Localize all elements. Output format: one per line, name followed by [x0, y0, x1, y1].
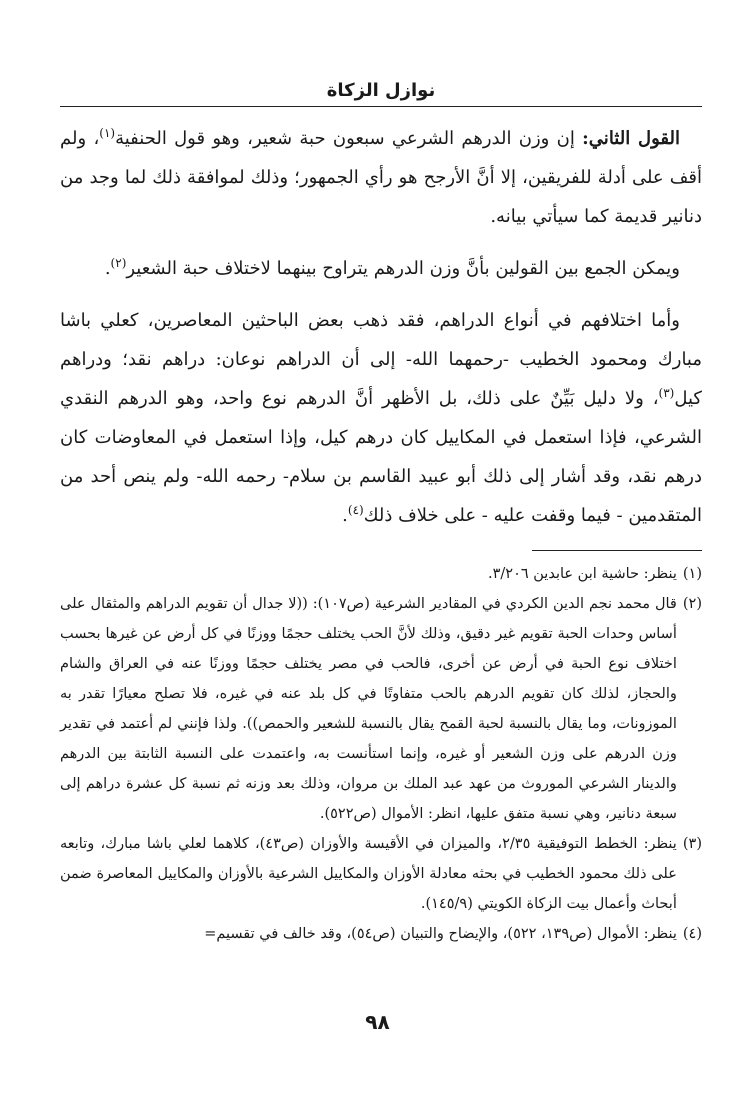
- footnote-ref-2[interactable]: (٢): [110, 256, 127, 270]
- footnote-ref-3[interactable]: (٣): [658, 386, 675, 400]
- footnote-4: [60, 919, 702, 949]
- main-text: [60, 119, 702, 535]
- footnote-3: [60, 829, 702, 919]
- paragraph-2-text-b: .: [104, 258, 111, 279]
- paragraph-2-text-a: ويمكن الجمع بين القولين بأنَّ وزن الدرهم يتراوح بينهما لاختلاف حبة الشعير: [126, 258, 680, 279]
- footnote-number: (١): [682, 566, 702, 582]
- paragraph-2: [60, 249, 702, 288]
- header-rule: [60, 106, 702, 107]
- paragraph-3-text-a: وأما اختلافهم في أنواع الدراهم، فقد ذهب بعض الباحثين المعاصرين، كعلي باشا مبارك ومحمود الخطيب -رحمهما الله- إلى أن الدراهم نوعان: دراهم نقد؛ ودراهم كيل: [60, 310, 702, 409]
- paragraph-3-text-c: .: [342, 505, 348, 526]
- footnote-text: ينظر: الأموال (ص١٣٩، ٥٢٢)، والإيضاح والتبيان (ص٥٤)، وقد خالف في تقسيم=: [204, 926, 677, 942]
- footnote-number: (٢): [682, 596, 702, 612]
- page-number: ٩٨: [365, 1010, 390, 1034]
- footnote-1: [60, 559, 702, 589]
- footnote-ref-4[interactable]: (٤): [347, 503, 364, 517]
- paragraph-1-text-b: ، ولم أقف على أدلة للفريقين، إلا أنَّ الأرجح هو رأي الجمهور؛ وذلك لموافقة ذلك لما وجد من دنانير قديمة كما سيأتي بيانه.: [60, 128, 702, 227]
- paragraph-3: [60, 301, 702, 535]
- paragraph-3-text-b: ، ولا دليل بَيِّنٌ على ذلك، بل الأظهر أنَّ الدرهم نوع واحد، وهو الدرهم النقدي الشرعي، فإذا استعمل في المكاييل كان درهم كيل، وإذا استعمل في المعاوضات كان درهم نقد، وقد أشار إلى ذلك أبو عبيد القاسم بن سلام- رحمه الله- ولم ينص أحد من المتقدمين - فيما وقفت عليه - على خلاف ذلك: [60, 388, 702, 526]
- paragraph-lead: القول الثاني:: [582, 128, 681, 149]
- book-page: [60, 80, 702, 949]
- running-header: نوازل الزكاة: [326, 80, 436, 101]
- footnote-number: (٣): [682, 836, 702, 852]
- paragraph-1: [60, 119, 702, 236]
- paragraph-1-text-a: إن وزن الدرهم الشرعي سبعون حبة شعير، وهو قول الحنفية: [115, 128, 583, 149]
- footnote-separator: [532, 550, 702, 551]
- footnote-text: قال محمد نجم الدين الكردي في المقادير الشرعية (ص١٠٧): ((لا جدال أن تقويم الدراهم والمثقال على أساس وحدات الحبة تقويم غير دقيق، وذلك لأنَّ الحب يختلف حجمًا ووزنًا في كل أرض عن غيرها بحسب اختلاف نوع الحبة في أرض عن أخرى، فالحب في مصر يختلف حجمًا ووزنًا عنه في العراق والشام والحجاز، لذلك كان تقويم الدرهم بالحب متفاوتًا في كل بلد عنه في غيره، فلا تصلح معيارًا تقدر به الموزونات، وما يقال بالنسبة لحبة القمح يقال بالنسبة للشعير والحمص)). ولذا فإنني لم أعتمد في تقدير وزن الدرهم على وزن الشعير أو غيره، وإنما استأنست به، واعتمدت على النسبة الثابتة بين الدرهم والدينار الشرعي الموروث من عهد عبد الملك بن مروان، وذلك بعد وزنه ثم نسبة كل عشرة دراهم إلى سبعة دنانير، وهي نسبة متفق عليها، انظر: الأموال (ص٥٢٢).: [60, 596, 677, 822]
- footnote-text: ينظر: حاشية ابن عابدين ٣/٢٠٦.: [488, 566, 677, 582]
- footnote-text: ينظر: الخطط التوفيقية ٢/٣٥، والميزان في الأقيسة والأوزان (ص٤٣)، كلاهما لعلي باشا مبارك، وتابعه على ذلك محمود الخطيب في بحثه معادلة الأوزان والمكاييل الشرعية بالأوزان والمكاييل المعاصرة ضمن أبحاث وأعمال بيت الزكاة الكويتي (١٤٥/٩).: [60, 836, 677, 912]
- footnotes: [60, 559, 702, 949]
- footnote-number: (٤): [682, 926, 702, 942]
- footnote-ref-1[interactable]: (١): [99, 126, 116, 140]
- footnote-2: [60, 589, 702, 829]
